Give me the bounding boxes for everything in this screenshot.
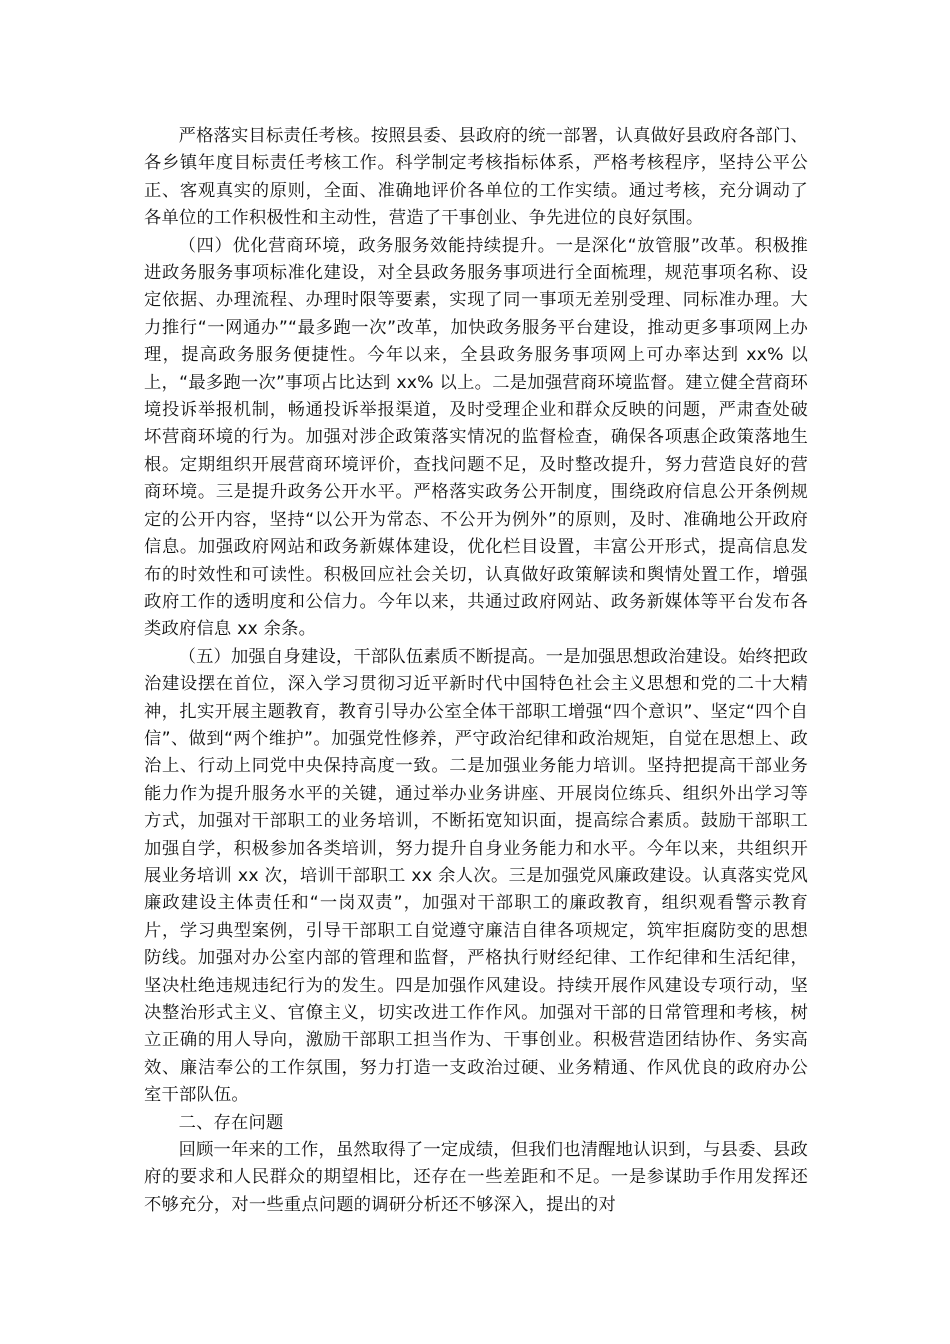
paragraph-self-construction: （五）加强自身建设，干部队伍素质不断提高。一是加强思想政治建设。始终把政治建设摆在首位，深入学习贯彻习近平新时代中国特色社会主义思想和党的二十大精神，扎实开展主题教育，教育引导办公室全体干部职工增强“四个意识”、坚定“四个自信”、做到“两个维护”。加强党性修养，严守政治纪律和政治规矩，自觉在思想上、政治上、行动上同党中央保持高度一致。二是加强业务能力培训。坚持把提高干部业务能力作为提升服务水平的关键，通过举办业务讲座、开展岗位练兵、组织外出学习等方式，加强对干部职工的业务培训，不断拓宽知识面，提高综合素质。鼓励干部职工加强自学，积极参加各类培训，努力提升自身业务能力和水平。今年以来，共组织开展业务培训 xx 次，培训干部职工 xx 余人次。三是加强党风廉政建设。认真落实党风廉政建设主体责任和“一岗双责”，加强对干部职工的廉政教育，组织观看警示教育片，学习典型案例，引导干部职工自觉遵守廉洁自律各项规定，筑牢拒腐防变的思想防线。加强对办公室内部的管理和监督，严格执行财经纪律、工作纪律和生活纪律，坚决杜绝违规违纪行为的发生。四是加强作风建设。持续开展作风建设专项行动，坚决整治形式主义、官僚主义，切实改进工作作风。加强对干部的日常管理和考核，树立正确的用人导向，激励干部职工担当作为、干事创业。积极营造团结协作、务实高效、廉洁奉公的工作氛围，努力打造一支政治过硬、业务精通、作风优良的政府办公室干部队伍。 (144, 646, 808, 1106)
paragraph-target-assessment: 严格落实目标责任考核。按照县委、县政府的统一部署，认真做好县政府各部门、各乡镇年度目标责任考核工作。科学制定考核指标体系，严格考核程序，坚持公平公正、客观真实的原则，全面、准确地评价各单位的工作实绩。通过考核，充分调动了各单位的工作积极性和主动性，营造了干事创业、争先进位的良好氛围。 (144, 126, 808, 229)
document-page (144, 123, 808, 1219)
paragraph-review: 回顾一年来的工作，虽然取得了一定成绩，但我们也清醒地认识到，与县委、县政府的要求和人民群众的期望相比，还存在一些差距和不足。一是参谋助手作用发挥还不够充分，对一些重点问题的调研分析还不够深入，提出的对 (144, 1140, 808, 1215)
paragraph-business-environment: （四）优化营商环境，政务服务效能持续提升。一是深化“放管服”改革。积极推进政务服务事项标准化建设，对全县政务服务事项进行全面梳理，规范事项名称、设定依据、办理流程、办理时限等要素，实现了同一事项无差别受理、同标准办理。大力推行“一网通办”“最多跑一次”改革，加快政务服务平台建设，推动更多事项网上办理，提高政务服务便捷性。今年以来，全县政务服务事项网上可办率达到 xx% 以上，“最多跑一次”事项占比达到 xx% 以上。二是加强营商环境监督。建立健全营商环境投诉举报机制，畅通投诉举报渠道，及时受理企业和群众反映的问题，严肃查处破坏营商环境的行为。加强对涉企政策落实情况的监督检查，确保各项惠企政策落地生根。定期组织开展营商环境评价，查找问题不足，及时整改提升，努力营造良好的营商环境。三是提升政务公开水平。严格落实政务公开制度，围绕政府信息公开条例规定的公开内容，坚持“以公开为常态、不公开为例外”的原则，及时、准确地公开政府信息。加强政府网站和政务新媒体建设，优化栏目设置，丰富公开形式，提高信息发布的时效性和可读性。积极回应社会关切，认真做好政策解读和舆情处置工作，增强政府工作的透明度和公信力。今年以来，共通过政府网站、政务新媒体等平台发布各类政府信息 xx 余条。 (144, 235, 808, 640)
section-heading-problems: 二、存在问题 (178, 1112, 284, 1133)
